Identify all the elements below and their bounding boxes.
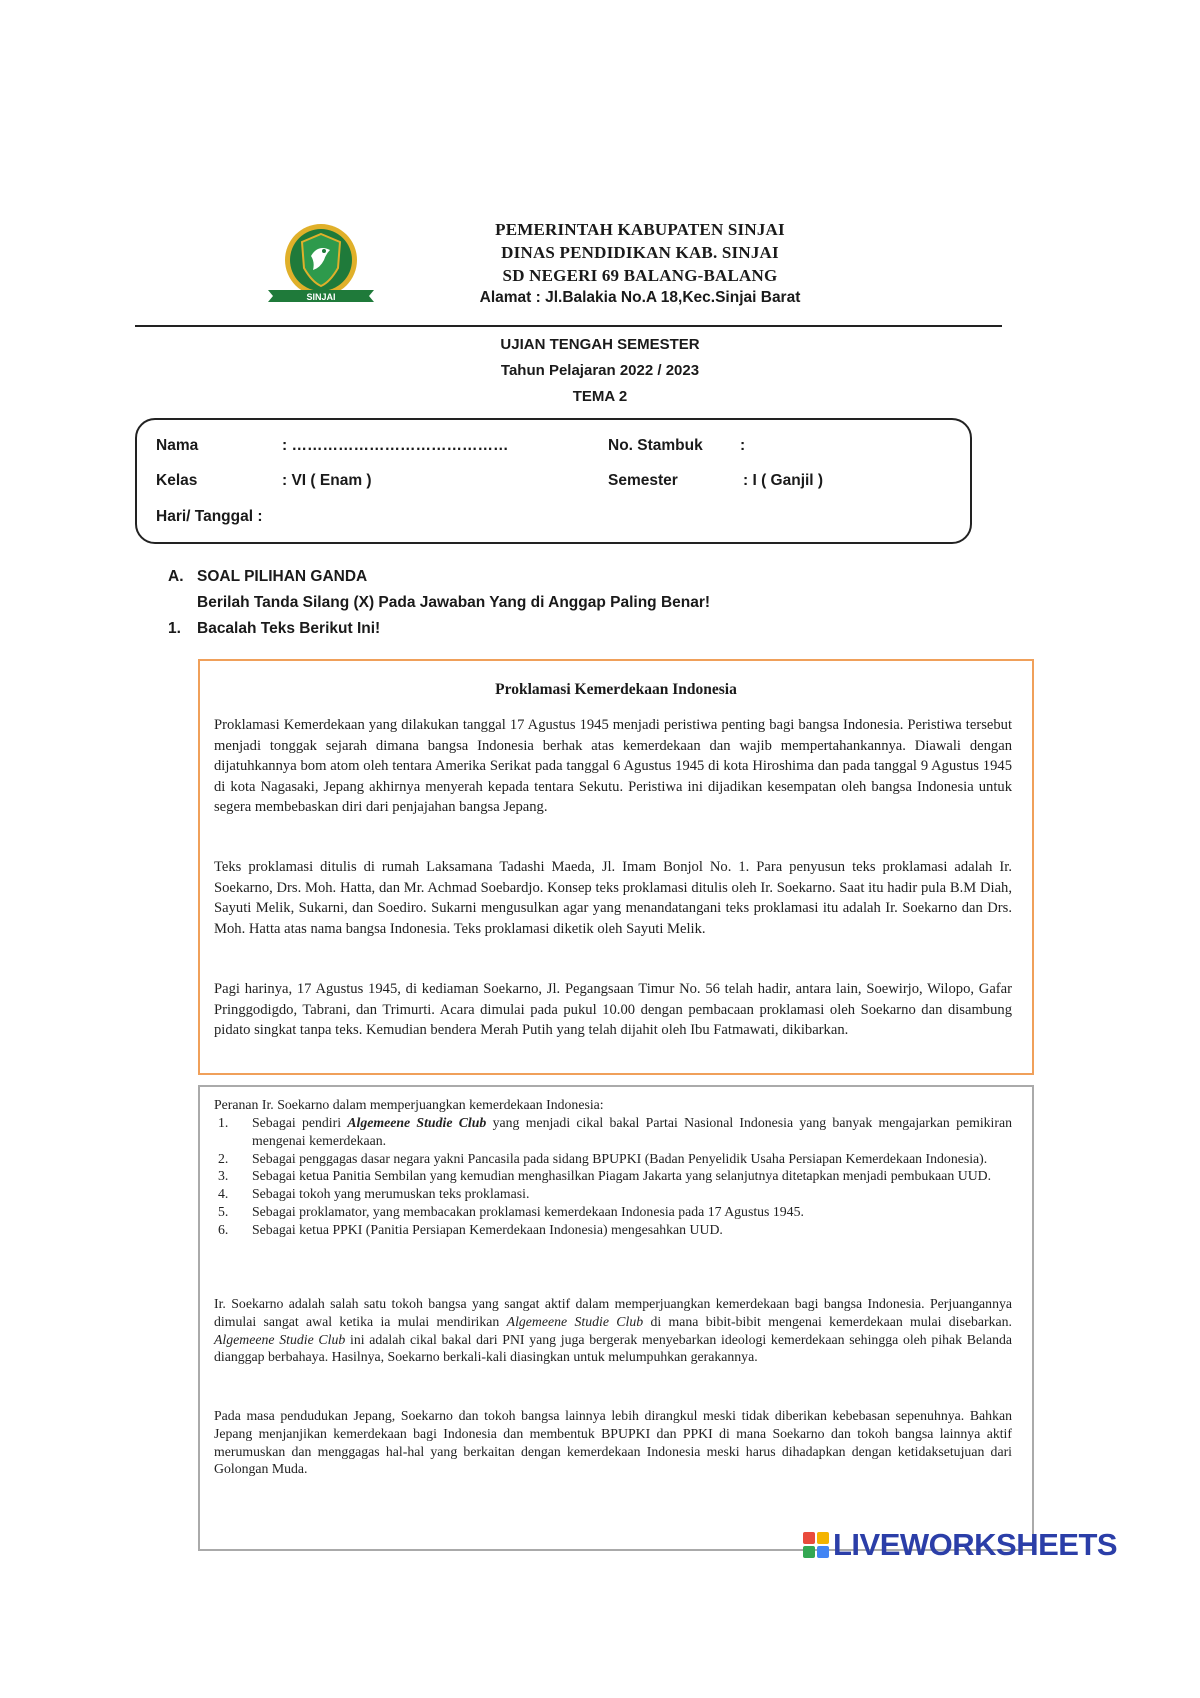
header-line-3: SD NEGERI 69 BALANG-BALANG bbox=[502, 266, 778, 285]
exam-title-block bbox=[400, 332, 800, 410]
list-item: 3. Sebagai ketua Panitia Sembilan yang kemudian menghasilkan Piagam Jakarta yang selanjutnya ditetapkan menjadi pembukaan UUD. bbox=[218, 1168, 992, 1184]
header-line-2: DINAS PENDIDIKAN KAB. SINJAI bbox=[501, 243, 779, 262]
reading-title: Proklamasi Kemerdekaan Indonesia bbox=[495, 681, 737, 698]
school-address: Alamat : Jl.Balakia No.A 18,Kec.Sinjai Barat bbox=[479, 289, 801, 306]
school-header bbox=[400, 218, 880, 309]
soekarno-paragraph-2: Pada masa pendudukan Jepang, Soekarno dan tokoh bangsa lainnya lebih dirangkul meski tidak diberikan kebebasan sepenuhnya. Bahkan Jepang menjanjikan kemerdekaan bagi Indonesia dan membentuk BPUPKI dan PPKI di mana Soekarno dan tokoh bangsa lainnya aktif merumuskan dan menggagas hal-hal yang berkaitan dengan kemerdekaan Indonesia meski harus dihadapkan dengan ketidaksetujuan dari Golongan Muda. bbox=[214, 1408, 1012, 1477]
reading-paragraph-2: Teks proklamasi ditulis di rumah Laksamana Tadashi Maeda, Jl. Imam Bonjol No. 1. Para penyusun teks proklamasi adalah Ir. Soekarno, Drs. Moh. Hatta, dan Mr. Achmad Soebardjo. Konsep teks proklamasi ditulis oleh Ir. Soekarno. Saat itu hadir pula B.M Diah, Sayuti Melik, Sukarni, dan Soediro. Sukarni mengusulkan agar yang menandatangani teks proklamasi itu adalah Ir. Soekarno dan Drs. Moh. Hatta atas nama bangsa Indonesia. Teks proklamasi diketik oleh Sayuti Melik. bbox=[214, 859, 1012, 937]
soekarno-paragraph-1: Ir. Soekarno adalah salah satu tokoh bangsa yang sangat aktif dalam memperjuangkan kemerdekaan bagi bangsa Indonesia. Perjuangannya dimulai sangat awal ketika ia mulai mendirikan Algemeene Studie Club di mana bibit-bibit mengenai kemerdekaan mulai disebarkan. Algemeene Studie Club ini adalah cikal bakal dari PNI yang juga bergerak menyebarkan ideologi kemerdekaan sehingga oleh pihak Belanda dianggap berbahaya. Hasilnya, Soekarno berkali-kali diasingkan untuk melumpuhkan gerakannya. bbox=[214, 1296, 1012, 1365]
section-instruction: Berilah Tanda Silang (X) Pada Jawaban Yang di Anggap Paling Benar! bbox=[197, 594, 711, 611]
reading-box-soekarno bbox=[198, 1085, 1034, 1551]
kelas-label: Kelas bbox=[156, 472, 198, 489]
student-info-box bbox=[135, 418, 972, 544]
question-number: 1. bbox=[168, 620, 181, 637]
hari-tanggal-label: Hari/ Tanggal : bbox=[156, 508, 263, 525]
list-item: 5. Sebagai proklamator, yang membacakan proklamasi kemerdekaan Indonesia pada 17 Agustus 1945. bbox=[218, 1203, 804, 1219]
semester-value: : I ( Ganjil ) bbox=[743, 472, 824, 489]
header-line-1: PEMERINTAH KABUPATEN SINJAI bbox=[495, 220, 785, 239]
logo-label: SINJAI bbox=[306, 292, 336, 302]
reading-paragraph-1: Proklamasi Kemerdekaan yang dilakukan tanggal 17 Agustus 1945 menjadi peristiwa penting bagi bangsa Indonesia. Peristiwa tersebut menjadi tonggak sejarah dimana bangsa Indonesia berhak atas kemerdekaan dan wajib mempertahankannya. Diawali dengan dijatuhkannya bom atom oleh tentara Amerika Serikat pada tanggal 6 Agustus 1945 di kota Hiroshima dan pada tanggal 9 Agustus 1945 di kota Nagasaki, Jepang akhirnya menyerah kepada tentara Sekutu. Peristiwa ini dijadikan kesempatan oleh bangsa Indonesia untuk segera membebaskan diri dari penjajahan bangsa Jepang. bbox=[214, 717, 1012, 816]
stambuk-label: No. Stambuk bbox=[608, 437, 703, 454]
reading-box-proklamasi bbox=[198, 659, 1034, 1075]
list-item: 1. Sebagai pendiri Algemeene Studie Club yang menjadi cikal bakal Partai Nasional Indonesia yang banyak mengajarkan pemikiran mengenai kemerdekaan. bbox=[218, 1115, 1013, 1148]
semester-label: Semester bbox=[608, 472, 678, 489]
exam-title: UJIAN TENGAH SEMESTER bbox=[500, 336, 700, 353]
exam-theme: TEMA 2 bbox=[572, 388, 628, 405]
nama-field[interactable]: : …………………………………… bbox=[282, 437, 509, 454]
reading-paragraph-3: Pagi harinya, 17 Agustus 1945, di kediaman Soekarno, Jl. Pegangsaan Timur No. 56 telah hadir, antara lain, Soewirjo, Wilopo, Gafar Pringgodigdo, Tabrani, dan Trimurti. Acara dimulai pada pukul 10.00 dengan pembacaan proklamasi oleh Soekarno dan disambung pidato singkat tanpa teks. Kemudian bendera Merah Putih yang telah dijahit oleh Ibu Fatmawati, dikibarkan. bbox=[214, 981, 1012, 1039]
stambuk-field[interactable]: : bbox=[740, 437, 746, 454]
list-item: 6. Sebagai ketua PPKI (Panitia Persiapan Kemerdekaan Indonesia) mengesahkan UUD. bbox=[218, 1221, 723, 1237]
nama-label: Nama bbox=[156, 437, 199, 454]
kelas-value: : VI ( Enam ) bbox=[282, 472, 372, 489]
section-letter: A. bbox=[168, 568, 184, 585]
exam-year: Tahun Pelajaran 2022 / 2023 bbox=[500, 362, 700, 379]
liveworksheets-logo-icon bbox=[803, 1532, 829, 1558]
liveworksheets-watermark bbox=[803, 1527, 1117, 1563]
section-title: SOAL PILIHAN GANDA bbox=[197, 568, 368, 585]
list-item: 2. Sebagai penggagas dasar negara yakni Pancasila pada sidang BPUPKI (Badan Penyelidik Usaha Persiapan Kemerdekaan Indonesia). bbox=[218, 1150, 988, 1166]
watermark-text: LIVEWORKSHEETS bbox=[833, 1527, 1118, 1562]
header-divider bbox=[135, 325, 1002, 327]
soekarno-role-list bbox=[214, 1114, 1012, 1239]
question-text: Bacalah Teks Berikut Ini! bbox=[197, 620, 381, 637]
soekarno-intro: Peranan Ir. Soekarno dalam memperjuangkan kemerdekaan Indonesia: bbox=[214, 1097, 604, 1112]
sinjai-emblem-logo bbox=[268, 220, 374, 312]
list-item: 4. Sebagai tokoh yang merumuskan teks proklamasi. bbox=[218, 1186, 530, 1202]
